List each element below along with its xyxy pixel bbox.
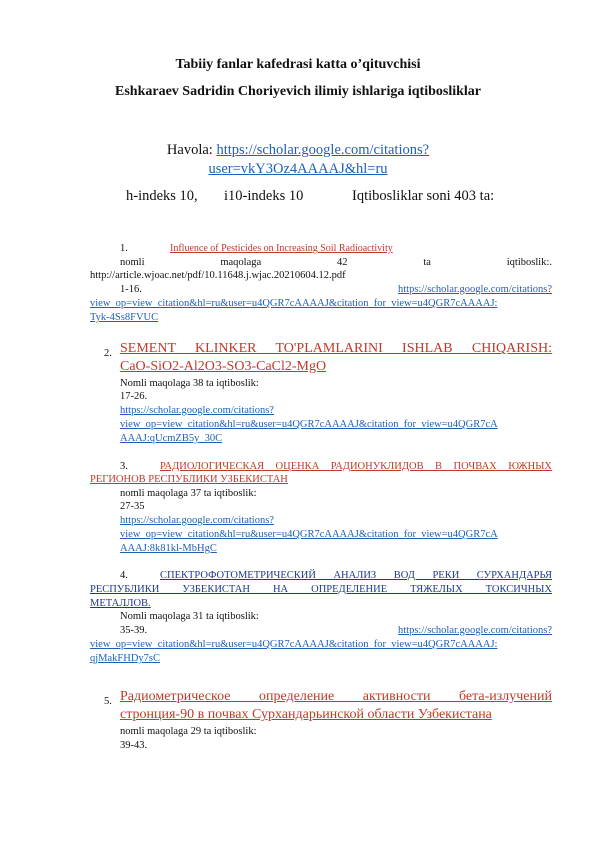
item-1-pages: 1-16.	[120, 284, 142, 295]
item-2-number: 2.	[104, 348, 112, 359]
item-5-number: 5.	[104, 696, 112, 707]
item-1-number: 1.	[120, 243, 128, 254]
item-2-count: Nomli maqolaga 38 ta iqtiboslik:	[120, 378, 259, 389]
havola-label: Havola:	[166, 142, 217, 158]
item-1-count: 42	[337, 257, 348, 268]
scholar-profile-link-part2[interactable]: user=vkY3Oz4AAAAJ&hl=ru	[208, 161, 388, 177]
item-1-count-line	[120, 256, 552, 270]
item-3-link-part1[interactable]: https://scholar.google.com/citations?	[120, 515, 274, 526]
citations-total: Iqtibosliklar soni 403 ta:	[352, 188, 495, 204]
item-1-word: maqolaga	[220, 257, 262, 268]
havola-line-2	[0, 161, 596, 178]
item-4-title-line1[interactable]: СПЕКТРОФОТОМЕТРИЧЕСКИЙ АНАЛИЗ ВОД РЕКИ СУРХАНДАРЬЯ	[160, 570, 552, 581]
h-index: h-indeks 10,	[126, 188, 198, 204]
item-3-link-part3[interactable]: AAAJ:8k81kl-MbHgC	[120, 543, 217, 554]
item-3-number: 3.	[120, 461, 128, 472]
item-3-title-line1[interactable]: РАДИОЛОГИЧЕСКАЯ ОЦЕНКА РАДИОНУКЛИДОВ В ПОЧВАХ ЮЖНЫХ	[160, 461, 552, 472]
item-3-pages: 27-35	[120, 501, 145, 512]
item-5-count: nomli maqolaga 29 ta iqtiboslik:	[120, 726, 257, 737]
item-4-title-line2[interactable]: РЕСПУБЛИКИ УЗБЕКИСТАН НА ОПРЕДЕЛЕНИЕ ТЯЖЕЛЫХ ТОКСИЧНЫХ	[90, 584, 552, 595]
item-1-title-link[interactable]: Influence of Pesticides on Increasing Soil Radioactivity	[170, 243, 393, 254]
item-2-pages: 17-26.	[120, 391, 148, 402]
item-1-word: ta	[423, 257, 431, 268]
item-2-title-line2[interactable]: CaO-SiO2-Al2O3-SO3-CaCl2-MgO	[120, 359, 327, 374]
item-4-title-line3[interactable]: МЕТАЛЛОВ.	[90, 598, 151, 609]
item-3-title-line2[interactable]: РЕГИОНОВ РЕСПУБЛИКИ УЗБЕКИСТАН	[90, 474, 288, 485]
item-3-count: nomli maqolaga 37 ta iqtiboslik:	[120, 488, 257, 499]
item-5-title-line1[interactable]: Радиометрическое определение активности бета-излучений	[120, 689, 552, 704]
item-3-link-part2[interactable]: view_op=view_citation&hl=ru&user=u4QGR7cAAAAJ&citation_for_view=u4QGR7cA	[120, 529, 498, 540]
item-1-link-part1[interactable]: https://scholar.google.com/citations?	[398, 284, 552, 295]
item-4-link-part1[interactable]: https://scholar.google.com/citations?	[398, 625, 552, 636]
item-5-title-line2[interactable]: стронция-90 в почвах Сурхандарьинской области Узбекистана	[120, 707, 492, 722]
item-1-extra-url[interactable]: http://article.wjoac.net/pdf/10.11648.j.wjac.20210604.12.pdf	[90, 270, 346, 281]
i10-index: i10-indeks 10	[224, 188, 304, 204]
item-2-title-line1[interactable]: SEMENT KLINKER TO'PLAMLARINI ISHLAB CHIQARISH:	[120, 341, 552, 356]
item-2-link-part2[interactable]: view_op=view_citation&hl=ru&user=u4QGR7cAAAAJ&citation_for_view=u4QGR7cA	[120, 419, 498, 430]
item-1-word: iqtiboslik:.	[506, 257, 552, 268]
item-2-link-part3[interactable]: AAAJ:qUcmZB5y_30C	[120, 433, 223, 444]
item-1-link-part2[interactable]: view_op=view_citation&hl=ru&user=u4QGR7cAAAAJ&citation_for_view=u4QGR7cAAAAJ:	[90, 298, 498, 309]
item-4-link-part2[interactable]: view_op=view_citation&hl=ru&user=u4QGR7cAAAAJ&citation_for_view=u4QGR7cAAAAJ:	[90, 639, 498, 650]
havola-line	[0, 142, 596, 159]
header-line-1: Tabiiy fanlar kafedrasi katta o’qituvchisi	[175, 57, 421, 72]
item-4-link-part3[interactable]: qjMakFHDy7sC	[90, 653, 161, 664]
item-4-count: Nomli maqolaga 31 ta iqtiboslik:	[120, 611, 259, 622]
item-1-link-part3[interactable]: Tyk-4Ss8FVUC	[90, 312, 159, 323]
item-4-pages: 35-39.	[120, 625, 148, 636]
item-2-link-part1[interactable]: https://scholar.google.com/citations?	[120, 405, 274, 416]
scholar-profile-link-part1[interactable]: https://scholar.google.com/citations?	[216, 142, 430, 158]
header-line-2: Eshkaraev Sadridin Choriyevich ilimiy ishlariga iqtibosliklar	[115, 84, 481, 99]
item-1-word: nomli	[120, 257, 145, 268]
item-4-number: 4.	[120, 570, 128, 581]
item-5-pages: 39-43.	[120, 740, 148, 751]
